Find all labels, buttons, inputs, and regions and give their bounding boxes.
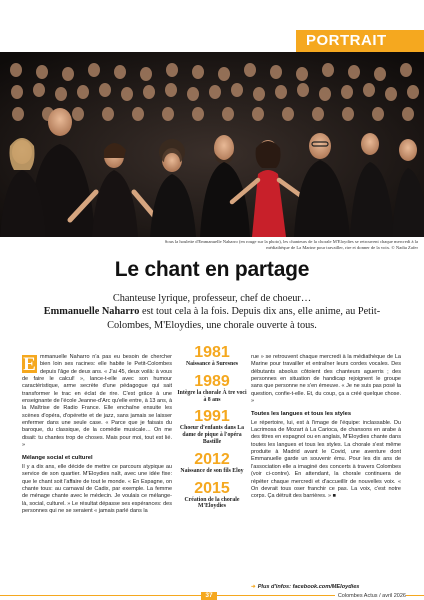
section-tag: PORTRAIT bbox=[296, 30, 424, 52]
choir-member bbox=[312, 107, 324, 121]
choir-member bbox=[372, 107, 384, 121]
choir-member bbox=[322, 63, 334, 77]
choir-member bbox=[402, 107, 414, 121]
paragraph-social: Il y a dix ans, elle décide de mettre ce parcours atypique au service de son quartier. M'Eloydies naît, avec une idée fixe: que le chant soit l'affaire de tout le monde. « En Espagne, on chante tous: au carnaval de Cadix, par exemple. La femme de ménage chante avec le médecin. Je voulais ce mélange-là, social, culturel. » Le résultat dépasse ses espérances: des personnes qui ne se seraient « jamais parlé dans la bbox=[22, 463, 172, 514]
choir-member bbox=[342, 107, 354, 121]
timeline-item bbox=[177, 451, 247, 475]
article-column-left bbox=[22, 354, 172, 515]
choir-member bbox=[10, 63, 22, 77]
choir-member bbox=[11, 85, 23, 99]
arrow-icon: ➜ bbox=[251, 584, 256, 590]
more-info bbox=[251, 584, 411, 590]
choir-member bbox=[363, 83, 375, 97]
choir-member bbox=[99, 83, 111, 97]
timeline-desc: Choeur d'enfants dans La dame de pique à l'opéra Bastille bbox=[179, 425, 245, 445]
choir-member bbox=[400, 63, 412, 77]
timeline-desc: Intègre la chorale À tre voci à 8 ans bbox=[177, 389, 247, 403]
choir-member bbox=[192, 107, 204, 121]
timeline bbox=[177, 344, 247, 515]
choir-member bbox=[33, 83, 45, 97]
timeline-item bbox=[177, 408, 247, 445]
choir-member bbox=[222, 107, 234, 121]
choir-member bbox=[132, 107, 144, 121]
choir-member bbox=[275, 85, 287, 99]
article-column-right bbox=[251, 354, 401, 501]
choir-member bbox=[341, 85, 353, 99]
timeline-desc: Naissance à Suresnes bbox=[185, 361, 239, 367]
intro-line: Chanteuse lyrique, professeur, chef de choeur… bbox=[112, 293, 312, 304]
publication-name: Colombes Actus / avril 2026 bbox=[335, 592, 406, 600]
choir-member bbox=[55, 87, 67, 101]
subheading-social: Mélange social et culturel bbox=[22, 455, 93, 462]
timeline-year: 2012 bbox=[194, 450, 230, 468]
choir-member bbox=[348, 65, 360, 79]
choir-member bbox=[36, 65, 48, 79]
photo-caption: Sous la houlette d'Emmanuelle Naharro (en rouge sur la photo), les chanteurs de la chorale M'Eloydies se retrouvent chaque mercredi à la médiathèque de La Marine pour travailler, rire et donner de la voix. © Nadia Zafer bbox=[164, 239, 418, 250]
choir-member bbox=[252, 107, 264, 121]
choir-member bbox=[143, 85, 155, 99]
timeline-item bbox=[177, 480, 247, 511]
paragraph-rehearsal: rue » se retrouvent chaque mercredi à la médiathèque de La Marine pour travailler et entraîner leurs cordes vocales. Des débutants absolus côtoient des chanteurs aguerris ; des personnes en situation de handicap rejoignent le groupe sans que personne ne s'en émeuve. « Je ne suis pas posé la question, confie-t-elle. Et, du coup, ça a créé quelque chose. » bbox=[251, 354, 401, 405]
choir-member bbox=[253, 87, 265, 101]
more-info-text[interactable]: Plus d'infos: facebook.com/MEloydies bbox=[257, 584, 360, 590]
choir-member bbox=[140, 67, 152, 81]
timeline-item bbox=[177, 373, 247, 404]
timeline-year: 1981 bbox=[194, 344, 230, 361]
paragraph-repertoire: Le répertoire, lui, est à l'image de l'équipe: inclassable. Du Lacrimosa de Mozart à La Carioca, de chansons en arabe à des titres en espagnol ou en anglais, M'Eloydies chante dans toutes les langues et tous les styles. La chorale s'est même produite à Madrid avant le Covid, une aventure dont Emmanuelle garde un souvenir ému. Pour les dix ans de l'association elle a imaginé des concerts à travers Colombes (voir ci-contre). En attendant, la chorale continuera de répéter chaque mercredi et d'accueillir de nouvelles voix. « On devrait tous oser franchir ce pas. La voix, c'est notre corps. Ça détruit des barrières. » ■ bbox=[251, 419, 401, 500]
timeline-desc: Création de la chorale M'Eloydies bbox=[184, 496, 240, 510]
timeline-item bbox=[177, 344, 247, 368]
choir-member bbox=[319, 87, 331, 101]
choir-member bbox=[374, 67, 386, 81]
choir-member bbox=[282, 107, 294, 121]
choir-member bbox=[187, 87, 199, 101]
choir-member bbox=[88, 63, 100, 77]
choir-member bbox=[62, 67, 74, 81]
choir-member bbox=[231, 83, 243, 97]
choir-member bbox=[297, 83, 309, 97]
choir-member bbox=[12, 107, 24, 121]
paragraph-intro: mmanuelle Naharro n'a pas eu besoin de chercher bien loin ses racines: elle habite le Petit-Colombes depuis l'âge de deux ans. « J'ai 45, deux voilà: à vous de faire le calcul! », lance-t-elle avec son humour caractéristique, arme secrète d'une pédagogue qui sait transformer le trac en éclat de rire. C'est grâce à une enseignante de l'école Jeanne-d'Arc qu'elle entre, à 13 ans, à la Maîtrise de Radio France. Elle enchaîne ensuite les scènes d'opéra, d'opérette et de jazz, sans jamais se laisser enfermer dans une seule case. « Parce que je faisais du baroque, du classique, de la comédie musicale… On me disait: tu chantes trop de choses. Mais pour moi, tout est lié. » bbox=[22, 354, 172, 449]
choir-member bbox=[218, 67, 230, 81]
page-footer bbox=[0, 592, 424, 600]
choir-member bbox=[162, 107, 174, 121]
choir-member bbox=[102, 107, 114, 121]
choir-member bbox=[77, 85, 89, 99]
choir-member bbox=[270, 65, 282, 79]
choir-member bbox=[72, 107, 84, 121]
subheading-styles: Toutes les langues et tous les styles bbox=[251, 411, 352, 418]
choir-member bbox=[121, 87, 133, 101]
choir-member bbox=[192, 65, 204, 79]
drop-cap: E bbox=[23, 354, 36, 375]
choir-photo bbox=[0, 52, 424, 237]
timeline-desc: Naissance de son fils Eloy bbox=[180, 467, 244, 474]
choir-member bbox=[407, 85, 419, 99]
timeline-year: 1989 bbox=[194, 372, 230, 390]
choir-member bbox=[385, 87, 397, 101]
timeline-year: 1991 bbox=[194, 408, 230, 426]
choir-member bbox=[209, 85, 221, 99]
article-headline: Le chant en partage bbox=[114, 258, 310, 281]
intro-rest: est tout cela à la fois. Depuis dix ans, elle anime, au Petit-Colombes, M'Eloydies, une chorale ouverte à tous. bbox=[107, 306, 381, 331]
intro-name: Emmanuelle Naharro bbox=[43, 306, 140, 318]
article-intro bbox=[36, 292, 388, 332]
timeline-year: 2015 bbox=[194, 479, 230, 497]
choir-member bbox=[114, 65, 126, 79]
choir-member bbox=[166, 63, 178, 77]
choir-member bbox=[296, 67, 308, 81]
choir-member bbox=[165, 83, 177, 97]
choir-member bbox=[244, 63, 256, 77]
page-number: 37 bbox=[201, 592, 217, 600]
